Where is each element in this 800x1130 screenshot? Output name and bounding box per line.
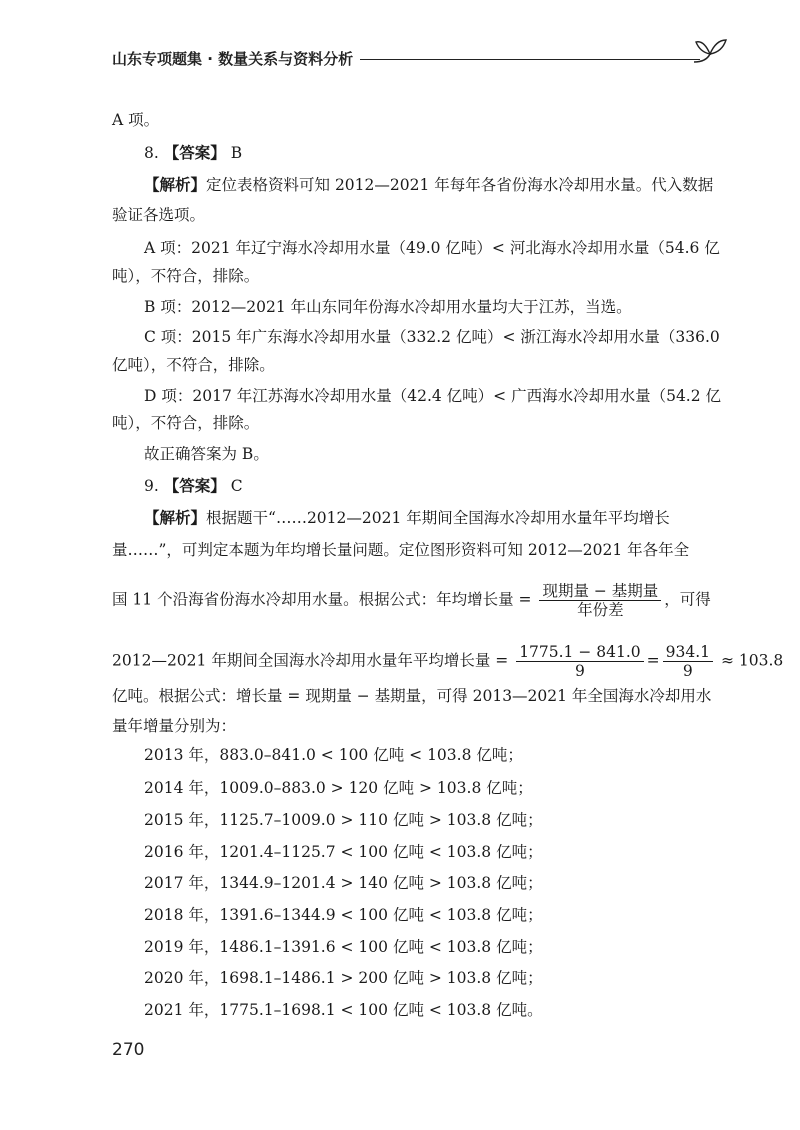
fraction-numerator: 现期量 − 基期量 [539, 582, 661, 601]
answer-value: C [230, 477, 243, 495]
option-d-line: D 项：2017 年江苏海水冷却用水量（42.4 亿吨）< 广西海水冷却用水量（54.2 亿 [144, 387, 722, 405]
q8-analysis-line [144, 175, 744, 195]
answer-tag: 【答案】 [163, 143, 226, 162]
option-b-line: B 项：2012—2021 年山东同年份海水冷却用水量均大于江苏，当选。 [144, 298, 632, 316]
list-item: 2021 年，1775.1–1698.1 < 100 亿吨 < 103.8 亿吨。 [144, 1001, 543, 1019]
text-line: A 项。 [112, 111, 160, 129]
answer-tag: 【答案】 [163, 476, 226, 495]
question-number: 8. [144, 144, 159, 162]
fraction-numerator: 1775.1 − 841.0 [516, 643, 643, 662]
fraction-calc [516, 643, 643, 680]
option-a-line: A 项：2021 年辽宁海水冷却用水量（49.0 亿吨）< 河北海水冷却用水量（54.6 亿 [144, 239, 720, 257]
q9-answer-line [144, 476, 744, 496]
sprout-leaf-icon [690, 36, 730, 66]
text-line: 亿吨。根据公式：增长量 = 现期量 − 基期量，可得 2013—2021 年全国海水冷却用水 [112, 687, 712, 705]
text-segment: ，可得 [664, 590, 711, 609]
list-item: 2015 年，1125.7–1009.0 > 110 亿吨 > 103.8 亿吨； [144, 811, 543, 829]
list-item: 2018 年，1391.6–1344.9 < 100 亿吨 < 103.8 亿吨； [144, 906, 543, 924]
q8-conclusion: 故正确答案为 B。 [144, 445, 269, 463]
fraction-average-growth [539, 582, 661, 619]
fraction-denominator: 年份差 [577, 601, 624, 619]
list-item: 2014 年，1009.0–883.0 > 120 亿吨 > 103.8 亿吨； [144, 779, 533, 797]
text-line: 量……”，可判定本题为年均增长量问题。定位图形资料可知 2012—2021 年各年全 [112, 541, 690, 559]
fraction-result [663, 643, 713, 680]
text-line: 量年增量分别为： [112, 717, 237, 735]
question-number: 9. [144, 477, 159, 495]
q8-answer-line [144, 143, 744, 163]
text-segment: 国 11 个沿海省份海水冷却用水量。根据公式：年均增长量 = [112, 590, 532, 609]
list-item: 2013 年，883.0–841.0 < 100 亿吨 < 103.8 亿吨； [144, 746, 523, 764]
text-segment: ≈ 103.8 [720, 651, 784, 670]
option-c-line: C 项：2015 年广东海水冷却用水量（332.2 亿吨）< 浙江海水冷却用水量（336.0 [144, 328, 720, 346]
header-rule [360, 59, 700, 60]
list-item: 2019 年，1486.1–1391.6 < 100 亿吨 < 103.8 亿吨； [144, 938, 543, 956]
text-line: 吨），不符合，排除。 [112, 267, 260, 285]
q9-analysis-line [144, 508, 744, 528]
fraction-denominator: 9 [574, 662, 585, 680]
answer-value: B [230, 144, 243, 162]
text-segment: 2012—2021 年期间全国海水冷却用水量年平均增长量 = [112, 651, 509, 670]
text-line: 验证各选项。 [112, 206, 206, 224]
equals-sign: = [646, 651, 660, 670]
list-item: 2016 年，1201.4–1125.7 < 100 亿吨 < 103.8 亿吨； [144, 843, 543, 861]
page-number: 270 [112, 1040, 145, 1060]
list-item: 2020 年，1698.1–1486.1 > 200 亿吨 > 103.8 亿吨； [144, 969, 543, 987]
text-line: 吨），不符合，排除。 [112, 414, 260, 432]
fraction-denominator: 9 [682, 662, 693, 680]
analysis-text: 定位表格资料可知 2012—2021 年每年各省份海水冷却用水量。代入数据 [206, 176, 714, 194]
formula-line-2 [112, 643, 784, 680]
analysis-text: 根据题干“……2012—2021 年期间全国海水冷却用水量年平均增长 [206, 509, 670, 527]
fraction-numerator: 934.1 [663, 643, 713, 662]
analysis-tag: 【解析】 [144, 508, 207, 527]
analysis-tag: 【解析】 [144, 175, 207, 194]
running-header [112, 46, 722, 74]
header-title: 山东专项题集 · 数量关系与资料分析 [112, 50, 354, 68]
text-line: 亿吨），不符合，排除。 [112, 356, 275, 374]
list-item: 2017 年，1344.9–1201.4 > 140 亿吨 > 103.8 亿吨； [144, 874, 543, 892]
formula-line-1 [112, 582, 712, 619]
